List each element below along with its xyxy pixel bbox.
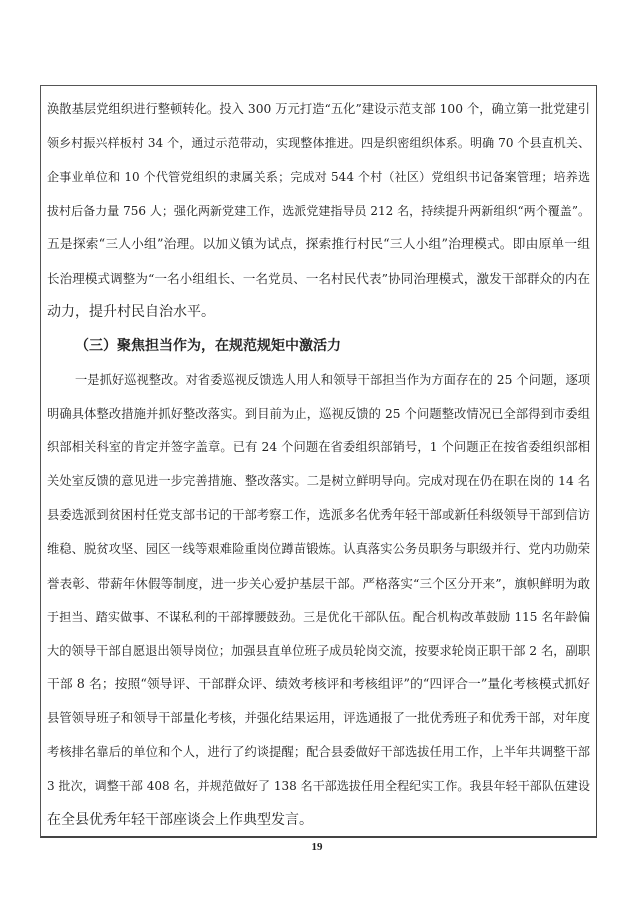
text-line: 大的领导干部自愿退出领导岗位；加强县直单位班子成员轮岗交流，按要求轮岗正职干部 2 名，副职 — [47, 643, 590, 658]
text-line: 涣散基层党组织进行整顿转化。投入 300 万元打造“五化”建设示范支部 100 个，确立第一批党建引 — [47, 102, 590, 116]
text-line: 长治理模式调整为“一名小组组长、一名党员、一名村民代表”协同治理模式，激发干部群众的内在 — [47, 271, 590, 287]
section-heading: （三）聚焦担当作为，在规范规矩中激活力 — [75, 337, 341, 354]
text-line: 企事业单位和 10 个代管党组织的隶属关系；完成对 544 个村（社区）党组织书记备案管理；培养选 — [47, 169, 590, 184]
text-line: 拔村后备力量 756 人；强化两新党建工作，选派党建指导员 212 名，持续提升两新组织“两个覆盖”。 — [47, 203, 590, 218]
document-body — [47, 93, 590, 838]
paragraph-1 — [47, 93, 590, 330]
text-line: 干部 8 名；按照“领导评、干部群众评、绩效考核评和考核组评”的“四评合一”量化考核模式抓好 — [47, 677, 590, 693]
text-line: 织部相关科室的肯定并签字盖章。已有 24 个问题在省委组织部销号，1 个问题正在按省委组织部相 — [47, 440, 590, 455]
text-line: 五是探索“三人小组”治理。以加义镇为试点，探索推行村民“三人小组”治理模式。即由原单一组 — [47, 237, 590, 253]
text-line: 3 批次，调整干部 408 名，并规范做好了 138 名干部选拔任用全程纪实工作。我县年轻干部队伍建设 — [47, 778, 590, 793]
text-line: 领乡村振兴样板村 34 个，通过示范带动，实现整体推进。四是织密组织体系。明确 70 个县直机关、 — [47, 135, 590, 150]
text-line: 关处室反馈的意见进一步完善措施、整改落实。二是树立鲜明导向。完成对现在仍在职在岗的 14 名 — [47, 474, 590, 489]
text-line: 明确具体整改措施并抓好整改落实。到目前为止，巡视反馈的 25 个问题整改情况已全部得到市委组 — [47, 406, 590, 421]
page-number: 19 — [311, 841, 323, 853]
text-line: 在全县优秀年轻干部座谈会上作典型发言。 — [47, 811, 313, 828]
text-line: 动力，提升村民自治水平。 — [47, 304, 215, 321]
text-line: 维稳、脱贫攻坚、园区一线等艰难险重岗位蹲苗锻炼。认真落实公务员职务与职级并行、党内功勋荣 — [47, 541, 590, 556]
text-line: 于担当、踏实做事、不谋私利的干部撑腰鼓劲。三是优化干部队伍。配合机构改革鼓励 115 名年龄偏 — [47, 609, 590, 624]
text-line: 县委选派到贫困村任党支部书记的干部考察工作，选派多名优秀年轻干部或新任科级领导干部到信访 — [47, 508, 590, 523]
text-line: 誉表彰、带薪年休假等制度，进一步关心爱护基层干部。严格落实“三个区分开来”，旗帜鲜明为敢 — [47, 575, 590, 591]
text-line: 县管领导班子和领导干部量化考核，并强化结果运用，评选通报了一批优秀班子和优秀干部，对年度 — [47, 711, 590, 726]
paragraph-2 — [47, 364, 590, 838]
text-line: 一是抓好巡视整改。对省委巡视反馈选人用人和领导干部担当作为方面存在的 25 个问题，逐项 — [75, 372, 590, 387]
text-line: 考核排名靠后的单位和个人，进行了约谈提醒；配合县委做好干部选拔任用工作，上半年共调整干部 — [47, 745, 590, 760]
